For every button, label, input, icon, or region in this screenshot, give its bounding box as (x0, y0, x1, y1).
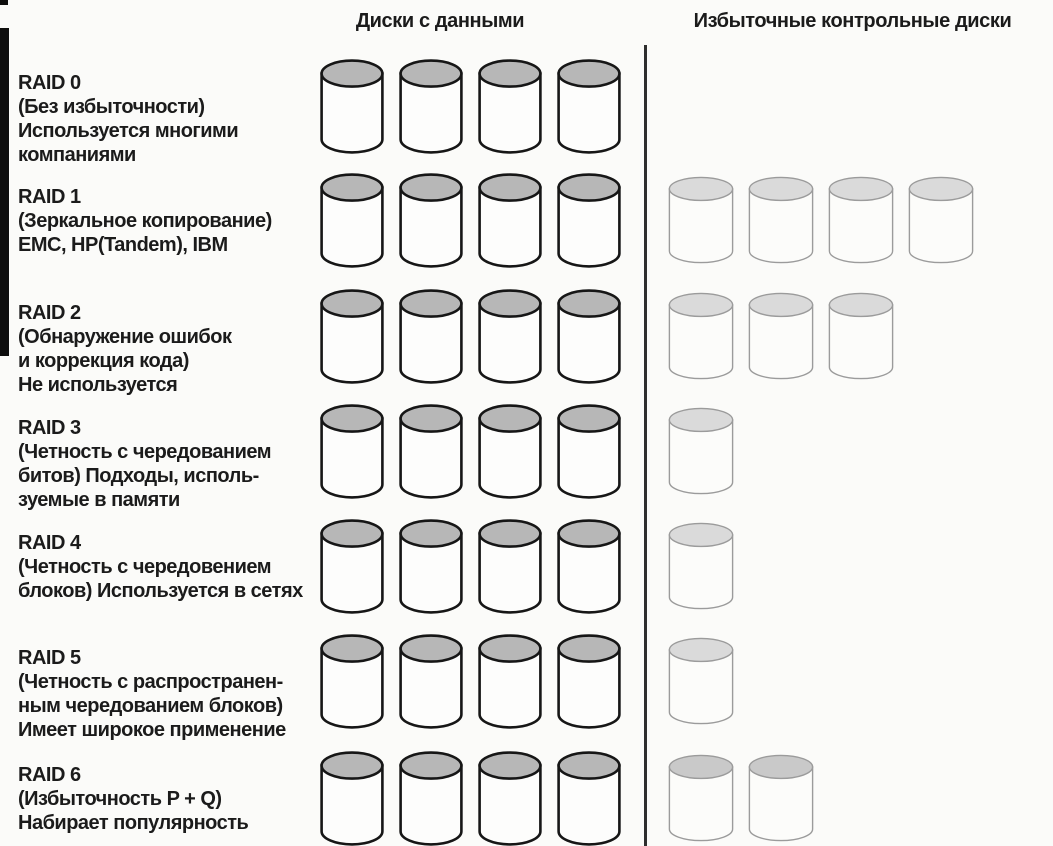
check-disk-icon (908, 176, 974, 264)
data-disk-icon (398, 750, 464, 846)
raid-description-line: битов) Подходы, исполь- (18, 465, 259, 487)
raid-label (18, 71, 348, 167)
raid-label (18, 763, 348, 835)
raid-description-line: (Четность с чередованием (18, 441, 272, 463)
raid-description-line: Не используется (18, 374, 178, 396)
raid-title: RAID 2 (18, 302, 81, 324)
data-disk-icon (319, 58, 385, 155)
check-disk-icon (668, 637, 734, 725)
scan-corner-artifact (0, 0, 8, 5)
data-disk-icon (319, 172, 385, 269)
data-disk-icon (319, 288, 385, 385)
raid-description-line: (Избыточность P + Q) (18, 788, 222, 810)
raid-description-line: ным чередованием блоков) (18, 695, 283, 717)
raid-title: RAID 4 (18, 532, 81, 554)
raid-row (0, 172, 1053, 272)
check-disk-icon (668, 407, 734, 495)
raid-row (0, 58, 1053, 166)
data-disk-icon (398, 172, 464, 269)
data-disks-column-header: Диски с данными (355, 10, 525, 32)
data-disk-icon (556, 518, 622, 615)
raid-description-line: Набирает популярность (18, 812, 249, 834)
data-disk-icon (398, 288, 464, 385)
raid-label (18, 416, 348, 512)
check-disk-icon (828, 176, 894, 264)
raid-description-line: (Зеркальное копирование) (18, 210, 272, 232)
check-disk-icon (668, 754, 734, 842)
raid-description-line: (Без избыточности) (18, 96, 205, 118)
check-disk-icon (668, 292, 734, 380)
data-disk-icon (319, 750, 385, 846)
raid-description-line: EMC, HP(Tandem), IBM (18, 234, 228, 256)
raid-label (18, 646, 348, 742)
check-disk-icon (748, 754, 814, 842)
data-disk-icon (319, 403, 385, 500)
data-disk-icon (477, 58, 543, 155)
raid-row (0, 633, 1053, 741)
data-disk-icon (477, 750, 543, 846)
data-disk-icon (556, 633, 622, 730)
check-disk-icon (668, 522, 734, 610)
data-disk-icon (398, 633, 464, 730)
check-disk-icon (828, 292, 894, 380)
raid-title: RAID 6 (18, 764, 81, 786)
data-disk-icon (398, 58, 464, 155)
raid-description-line: блоков) Используется в сетях (18, 580, 303, 602)
raid-title: RAID 0 (18, 72, 81, 94)
raid-row (0, 518, 1053, 618)
raid-label (18, 531, 348, 603)
raid-description-line: (Четность с распространен- (18, 671, 283, 693)
data-disk-icon (556, 172, 622, 269)
data-disk-icon (477, 288, 543, 385)
raid-title: RAID 3 (18, 417, 81, 439)
raid-title: RAID 1 (18, 186, 81, 208)
raid-label (18, 185, 348, 257)
raid-description-line: компаниями (18, 144, 136, 166)
data-disk-icon (398, 403, 464, 500)
raid-description-line: (Четность с чередовением (18, 556, 272, 578)
raid-description-line: и коррекция кода) (18, 350, 189, 372)
raid-title: RAID 5 (18, 647, 81, 669)
raid-row (0, 750, 1053, 846)
data-disk-icon (556, 288, 622, 385)
data-disk-icon (477, 403, 543, 500)
data-disk-icon (319, 518, 385, 615)
data-disk-icon (319, 633, 385, 730)
data-disk-icon (556, 750, 622, 846)
data-disk-icon (477, 172, 543, 269)
data-disk-icon (398, 518, 464, 615)
check-disk-icon (668, 176, 734, 264)
raid-description-line: Имеет широкое применение (18, 719, 286, 741)
data-disk-icon (556, 403, 622, 500)
raid-description-line: (Обнаружение ошибок (18, 326, 232, 348)
raid-description-line: зуемые в памяти (18, 489, 180, 511)
check-disks-column-header: Избыточные контрольные диски (693, 10, 1012, 32)
data-disk-icon (556, 58, 622, 155)
raid-description-line: Используется многими (18, 120, 239, 142)
check-disk-icon (748, 176, 814, 264)
raid-row (0, 403, 1053, 511)
raid-label (18, 301, 348, 397)
data-disk-icon (477, 518, 543, 615)
check-disk-icon (748, 292, 814, 380)
raid-row (0, 288, 1053, 396)
data-disk-icon (477, 633, 543, 730)
